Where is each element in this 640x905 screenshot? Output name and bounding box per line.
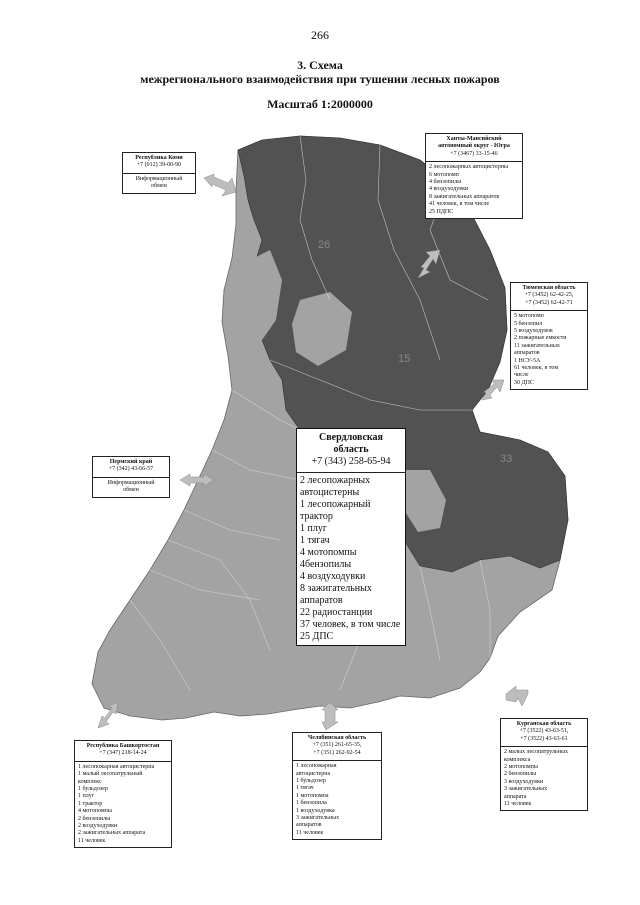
chelyabinsk-item: аппаратов	[296, 822, 322, 829]
hmao-item: 6 мотопомп	[429, 171, 459, 178]
kurgan-phone-2: +7 (3522) 43-63-61	[520, 735, 568, 742]
hmao-item: 4 воздуходувки	[429, 186, 469, 193]
hmao-item: 41 человек, в том числе	[429, 201, 490, 208]
tyumen-item: 61 человек, в том	[514, 365, 559, 372]
sverdlovsk-item: 4 мотопомпы	[300, 547, 357, 558]
chelyabinsk-phone-2: +7 (351) 262-92-54	[313, 749, 361, 756]
bashkortostan-item: 11 человек	[78, 837, 106, 844]
perm-item: Информационный	[107, 479, 155, 486]
bashkortostan-item: 1 лесопожарная автоцистерна	[78, 763, 155, 770]
bashkortostan-item: 1 трактор	[78, 800, 103, 807]
tyumen-name: Тюменская область	[522, 285, 576, 291]
bashkortostan-item: комплекс	[78, 778, 102, 785]
sverdlovsk-phone: +7 (343) 258-65-94	[311, 456, 391, 467]
tyumen-item: аппаратов	[514, 350, 540, 357]
chelyabinsk-item: 1 бензопила	[296, 800, 327, 807]
tyumen-phone-2: +7 (3452) 62-42-71	[525, 299, 573, 306]
komi-item: обмен	[151, 183, 167, 190]
arrow-komi	[204, 174, 236, 196]
sverdlovsk-name-1: Свердловская	[319, 432, 383, 443]
hmao-name-2: автономный округ - Югра	[438, 143, 510, 150]
bashkortostan-item: 1 плуг	[78, 793, 95, 800]
hmao-item: 25 ПДПС	[429, 208, 454, 215]
hmao-item: 2 лесопожарных автоцистерны	[429, 164, 509, 171]
sverdlovsk-item: 1 плуг	[300, 523, 327, 534]
tyumen-item: числе	[514, 372, 529, 379]
perm-name: Пермский край	[109, 459, 153, 465]
kurgan-item: 2 малых лесопатрульных	[504, 749, 569, 756]
sverdlovsk-item: 8 зажигательных аппаратов	[300, 583, 372, 606]
chelyabinsk-name: Челябинская область	[307, 735, 367, 741]
tyumen-item: 5 мотопомп	[514, 313, 544, 320]
komi-phone: +7 (912) 39-00-90	[136, 162, 182, 169]
region-number-26: 26	[318, 239, 331, 251]
sverdlovsk-item: 2 лесопожарных автоцистерны	[300, 475, 371, 498]
region-box-komi	[122, 152, 196, 194]
map-scale: Масштаб 1:2000000	[267, 97, 373, 111]
arrow-kurgan	[506, 686, 528, 706]
chelyabinsk-item: 1 воздуходувка	[296, 807, 335, 814]
page-number: 266	[311, 28, 329, 42]
sverdlovsk-item: 1 лесопожарный трактор	[300, 499, 371, 522]
perm-phone: +7 (342) 43-66-57	[108, 466, 154, 473]
hmao-item: 4 бензопилы	[429, 179, 462, 186]
sverdlovsk-item: 22 радиостанции	[300, 607, 373, 618]
tyumen-item: 5 воздуходувок	[514, 328, 553, 335]
sverdlovsk-item: 4бензопилы	[300, 559, 352, 570]
kurgan-item: 3 зажигательных	[504, 786, 548, 793]
region-box-tyumen	[510, 282, 588, 390]
tyumen-item: 1 НСУ-5А	[514, 357, 541, 364]
tyumen-item: 5 бензопил	[514, 320, 543, 327]
region-box-sverdlovsk	[296, 428, 406, 646]
chelyabinsk-phone-1: +7 (351) 261-65-35,	[312, 742, 362, 749]
region-box-bashkortostan	[74, 740, 172, 848]
region-box-perm	[92, 456, 170, 498]
bashkortostan-item: 1 малый лесопатрульный	[78, 771, 143, 778]
sverdlovsk-item: 4 воздуходувки	[300, 571, 366, 582]
chelyabinsk-item: автоцистерна	[296, 770, 331, 777]
chelyabinsk-item: 3 зажигательных	[296, 815, 340, 822]
title-line-2: межрегионального взаимодействия при тушении лесных пожаров	[140, 72, 500, 86]
komi-item: Информационный	[135, 175, 183, 182]
chelyabinsk-item: 11 человек	[296, 829, 324, 836]
hmao-item: 8 зажигательных аппаратов	[429, 193, 500, 200]
region-box-kurgan	[500, 718, 588, 811]
title-line-1: 3. Схема	[297, 58, 343, 72]
bashkortostan-item: 1 бульдозер	[78, 786, 108, 793]
hmao-name-1: Ханты-Мансийский	[446, 136, 502, 142]
tyumen-phone-1: +7 (3452) 62-42-25,	[524, 292, 574, 299]
hmao-phone: +7 (3467) 33-15-46	[450, 150, 498, 157]
kurgan-name: Курганская область	[516, 721, 572, 727]
region-number-33: 33	[500, 453, 513, 465]
tyumen-item: 11 зажигательных	[514, 342, 560, 349]
kurgan-item: комплекса	[504, 756, 531, 763]
region-box-chelyabinsk	[292, 732, 382, 840]
kurgan-item: аппарата	[504, 793, 527, 800]
chelyabinsk-item: 1 лесопожарная	[296, 763, 337, 770]
chelyabinsk-item: 1 мотопомпа	[296, 792, 329, 799]
bashkortostan-item: 4 мотопомпы	[78, 808, 112, 815]
kurgan-item: 2 бензопилы	[504, 771, 537, 778]
kurgan-phone-1: +7 (3522) 43-63-51,	[519, 728, 569, 735]
kurgan-item: 3 воздуходувки	[504, 778, 544, 785]
perm-item: обмен	[123, 487, 139, 494]
bashkortostan-item: 2 воздуходувки	[78, 823, 118, 830]
bashkortostan-item: 2 зажигательных аппарата	[78, 830, 146, 837]
kurgan-item: 11 человек	[504, 801, 532, 808]
tyumen-item: 30 ДПС	[514, 379, 534, 386]
komi-name: Республика Коми	[135, 155, 183, 161]
sverdlovsk-item: 1 тягач	[300, 535, 330, 546]
sverdlovsk-name-2: область	[333, 444, 369, 455]
bashkortostan-phone: +7 (347) 218-14-24	[99, 750, 147, 757]
sverdlovsk-item: 37 человек, в том числе 25 ДПС	[300, 619, 401, 642]
chelyabinsk-item: 1 бульдозер	[296, 778, 326, 785]
chelyabinsk-item: 1 тягач	[296, 785, 314, 792]
region-number-15: 15	[398, 353, 411, 365]
kurgan-item: 2 мотопомпы	[504, 764, 538, 771]
tyumen-item: 2 пожарные емкости	[514, 335, 567, 342]
bashkortostan-name: Республика Башкортостан	[86, 743, 160, 749]
region-box-hmao	[425, 133, 523, 219]
bashkortostan-item: 2 бензопилы	[78, 815, 111, 822]
